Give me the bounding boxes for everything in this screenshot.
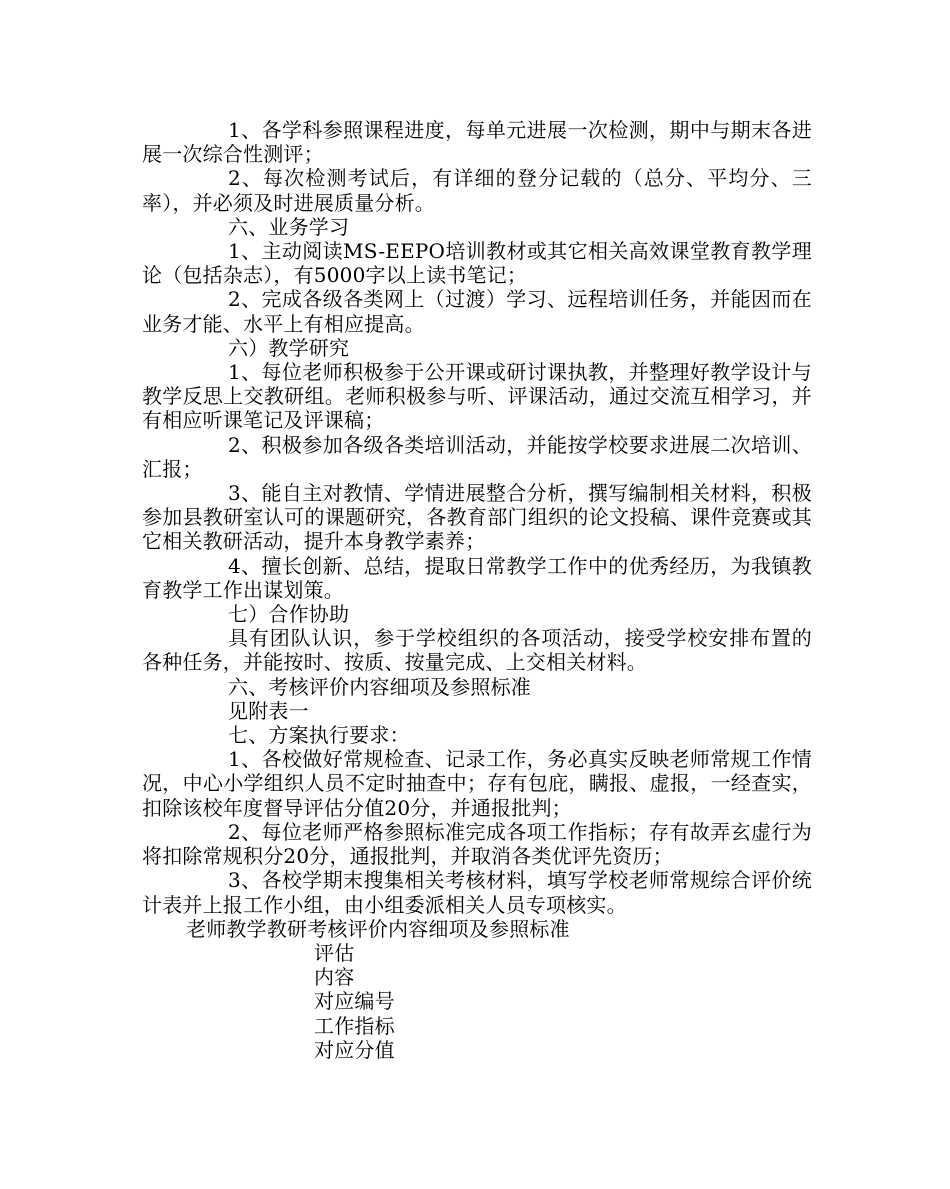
section-heading: 六、考核评价内容细项及参照标准 (228, 674, 531, 699)
table-header-cell: 内容 (314, 965, 355, 990)
table-header-cell: 对应编号 (314, 989, 395, 1014)
paragraph: 2、每次检测考试后，有详细的登分记载的（总分、平均分、三率），并必须及时进展质量分析。 (142, 166, 812, 215)
paragraph: 3、各校学期末搜集相关考核材料，填写学校老师常规综合评价统计表并上报工作小组，由小组委派相关人员专项核实。 (142, 868, 812, 917)
paragraph: 1、各学科参照课程进度，每单元进展一次检测，期中与期末各进展一次综合性测评； (142, 118, 812, 167)
paragraph: 1、主动阅读MS-EEPO培训教材或其它相关高效课堂教育教学理论（包括杂志），有5000字以上读书笔记； (142, 239, 812, 288)
table-header-cell: 对应分值 (314, 1037, 395, 1062)
section-heading: 七）合作协助 (228, 602, 350, 627)
table-header-cell: 评估 (314, 940, 355, 965)
section-heading: 六）教学研究 (228, 335, 350, 360)
paragraph: 2、完成各级各类网上（过渡）学习、远程培训任务，并能因而在业务才能、水平上有相应提高。 (142, 287, 812, 336)
document-body (142, 118, 812, 1062)
paragraph: 1、每位老师积极参于公开课或研讨课执教，并整理好教学设计与教学反思上交教研组。老师积极参与听、评课活动，通过交流互相学习，并有相应听课笔记及评课稿； (142, 360, 812, 433)
paragraph: 见附表一 (228, 698, 309, 723)
section-heading: 七、方案执行要求： (228, 723, 410, 748)
paragraph: 2、积极参加各级各类培训活动，并能按学校要求进展二次培训、汇报； (142, 432, 812, 481)
paragraph: 2、每位老师严格参照标准完成各项工作指标；存有故弄玄虚行为将扣除常规积分20分，通报批判，并取消各类优评先资历； (142, 819, 812, 869)
paragraph: 4、擅长创新、总结，提取日常教学工作中的优秀经历，为我镇教育教学工作出谋划策。 (142, 553, 812, 602)
table-header-cell: 工作指标 (314, 1013, 395, 1038)
paragraph: 具有团队认识，参于学校组织的各项活动，接受学校安排布置的各种任务，并能按时、按质、按量完成、上交相关材料。 (142, 626, 812, 675)
paragraph: 3、能自主对教情、学情进展整合分析，撰写编制相关材料，积极参加县教研室认可的课题研究，各教育部门组织的论文投稿、课件竞赛或其它相关教研活动，提升本身教学素养； (142, 481, 812, 554)
section-heading: 六、业务学习 (228, 214, 350, 239)
table-title: 老师教学教研考核评价内容细项及参照标准 (186, 916, 570, 941)
paragraph: 1、各校做好常规检查、记录工作，务必真实反映老师常规工作情况，中心小学组织人员不定时抽查中；存有包庇，瞒报、虚报，一经查实，扣除该校年度督导评估分值20分，并通报批判； (142, 747, 812, 820)
